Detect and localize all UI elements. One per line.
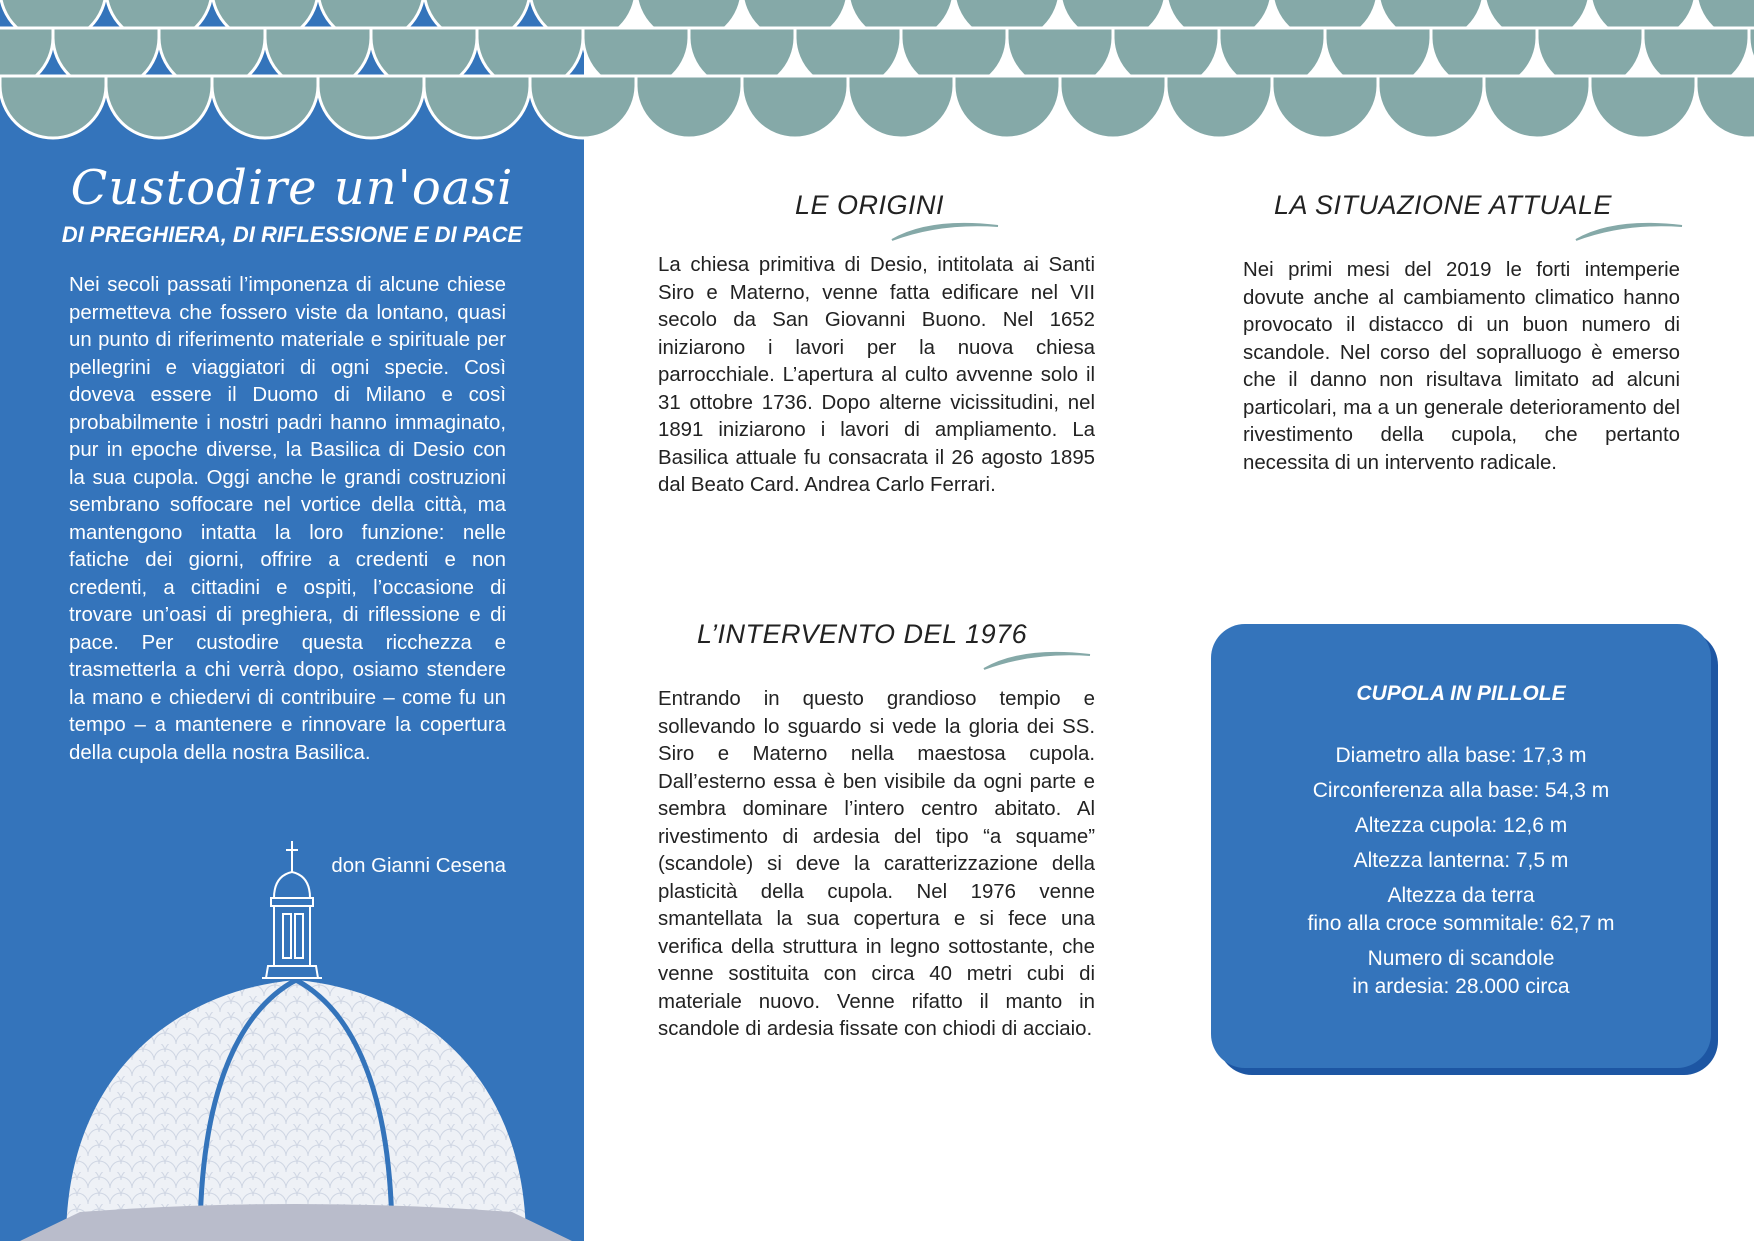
scale-tile <box>742 76 848 138</box>
scale-tile <box>318 76 424 138</box>
origini-paragraph: La chiesa primitiva di Desio, intitolata ai Santi Siro e Materno, venne fatta edificare nel VII secolo da San Giovanni Buono. Nel 1652 iniziarono i lavori per la nuova chiesa parrocchiale. L’apertura al culto avvenne solo il 31 ottobre 1736. Dopo alterne vicissitudini, nel 1891 iniziarono i lavori di ampliamento. La Basilica attuale fu consacrata il 26 agosto 1895 dal Beato Card. Andrea Carlo Ferrari. <box>658 254 1095 496</box>
swoosh-ornament <box>1574 214 1684 242</box>
info-item <box>1211 777 1711 805</box>
info-line: Circonferenza alla base: 54,3 m <box>1312 779 1610 802</box>
info-line: Numero di scandole <box>1367 947 1555 970</box>
info-line: Altezza lanterna: 7,5 m <box>1353 849 1569 872</box>
info-line: Altezza cupola: 12,6 m <box>1354 814 1568 837</box>
swoosh-ornament <box>982 643 1092 671</box>
info-line: Altezza da terra <box>1387 884 1535 907</box>
info-line: fino alla croce sommitale: 62,7 m <box>1307 912 1615 935</box>
info-item <box>1211 847 1711 875</box>
info-item <box>1211 945 1711 1001</box>
dome-body <box>66 980 526 1241</box>
info-item <box>1211 882 1711 938</box>
scale-tile <box>106 76 212 138</box>
section-title-origini: LE ORIGINI <box>795 190 945 220</box>
swoosh-ornament <box>890 214 1000 242</box>
scale-tile <box>1484 76 1590 138</box>
scale-tile <box>954 76 1060 138</box>
scale-tile <box>1590 76 1696 138</box>
info-box-title: CUPOLA IN PILLOLE <box>1356 682 1566 705</box>
info-line: Diametro alla base: 17,3 m <box>1335 744 1587 767</box>
scale-tile <box>1166 76 1272 138</box>
scale-tile <box>424 76 530 138</box>
scale-tile <box>1378 76 1484 138</box>
intro-paragraph: Nei secoli passati l’imponenza di alcune chiese permetteva che fossero viste da lontano, quasi un punto di riferimento materiale e spirituale per pellegrini e viaggiatori di ogni specie. Così doveva essere il Duomo di Milano e così probabilmente i nostri padri hanno immaginato, pur in epoche diverse, la Basilica di Desio con la sua cupola. Oggi anche le grandi costruzioni sembrano soffocare nel vortice della città, ma mantengono intatta la loro funzione: nelle fatiche dei giorni, offrire a credenti e non credenti, a cittadini e ospiti, l’occasione di trovare un’oasi di preghiera, di riflessione e di pace. Per custodire questa ricchezza e trasmetterla a chi verrà dopo, osiamo stendere la mano e chiedervi di contribuire – come fu un tempo – a mantenere e rinnovare la copertura della cupola della nostra Basilica. <box>69 274 506 764</box>
main-subtitle: DI PREGHIERA, DI RIFLESSIONE E DI PACE <box>61 222 523 247</box>
scale-pattern-header <box>0 0 1754 160</box>
info-item <box>1211 812 1711 840</box>
section-title-situazione: LA SITUAZIONE ATTUALE <box>1274 190 1613 220</box>
section-title-intervento: L’INTERVENTO DEL 1976 <box>697 619 1028 649</box>
dome-illustration <box>0 820 584 1241</box>
signature: don Gianni Cesena <box>331 855 506 877</box>
info-line: in ardesia: 28.000 circa <box>1352 975 1570 998</box>
scale-tile <box>636 76 742 138</box>
main-title-script: Custodire un'oasi <box>70 160 514 216</box>
scale-tile <box>848 76 954 138</box>
situazione-paragraph: Nei primi mesi del 2019 le forti intemperie dovute anche al cambiamento climatico hanno provocato il distacco di un buon numero di scandole. Nel corso del sopralluogo è emerso che il danno non risultava limitato ad alcuni particolari, ma a un generale deterioramento del rivestimento della cupola, che pertanto necessita di un intervento radicale. <box>1243 259 1680 474</box>
scale-tile <box>1060 76 1166 138</box>
info-item <box>1211 742 1711 770</box>
intervento-paragraph: Entrando in questo grandioso tempio e sollevando lo sguardo si vede la gloria dei SS. Siro e Materno nella maestosa cupola. Dall’esterno essa è ben visibile da ogni parte e sembra dominare l’intero centro abitato. Al rivestimento di ardesia del tipo “a squame” (scandole) si deve la caratterizzazione della plasticità della cupola. Nel 1976 venne smantellata la sua copertura e si fece una verifica della struttura in legno sottostante, che venne sostituita con circa 40 metri cubi di materiale nuovo. Venne rifatto il manto in scandole di ardesia fissate con chiodi di acciaio. <box>658 688 1095 1040</box>
scale-tile <box>0 76 106 138</box>
scale-tile <box>530 76 636 138</box>
info-list <box>1211 742 1711 1008</box>
scale-tile <box>1696 76 1754 138</box>
scale-tile <box>212 76 318 138</box>
scale-tile <box>1272 76 1378 138</box>
